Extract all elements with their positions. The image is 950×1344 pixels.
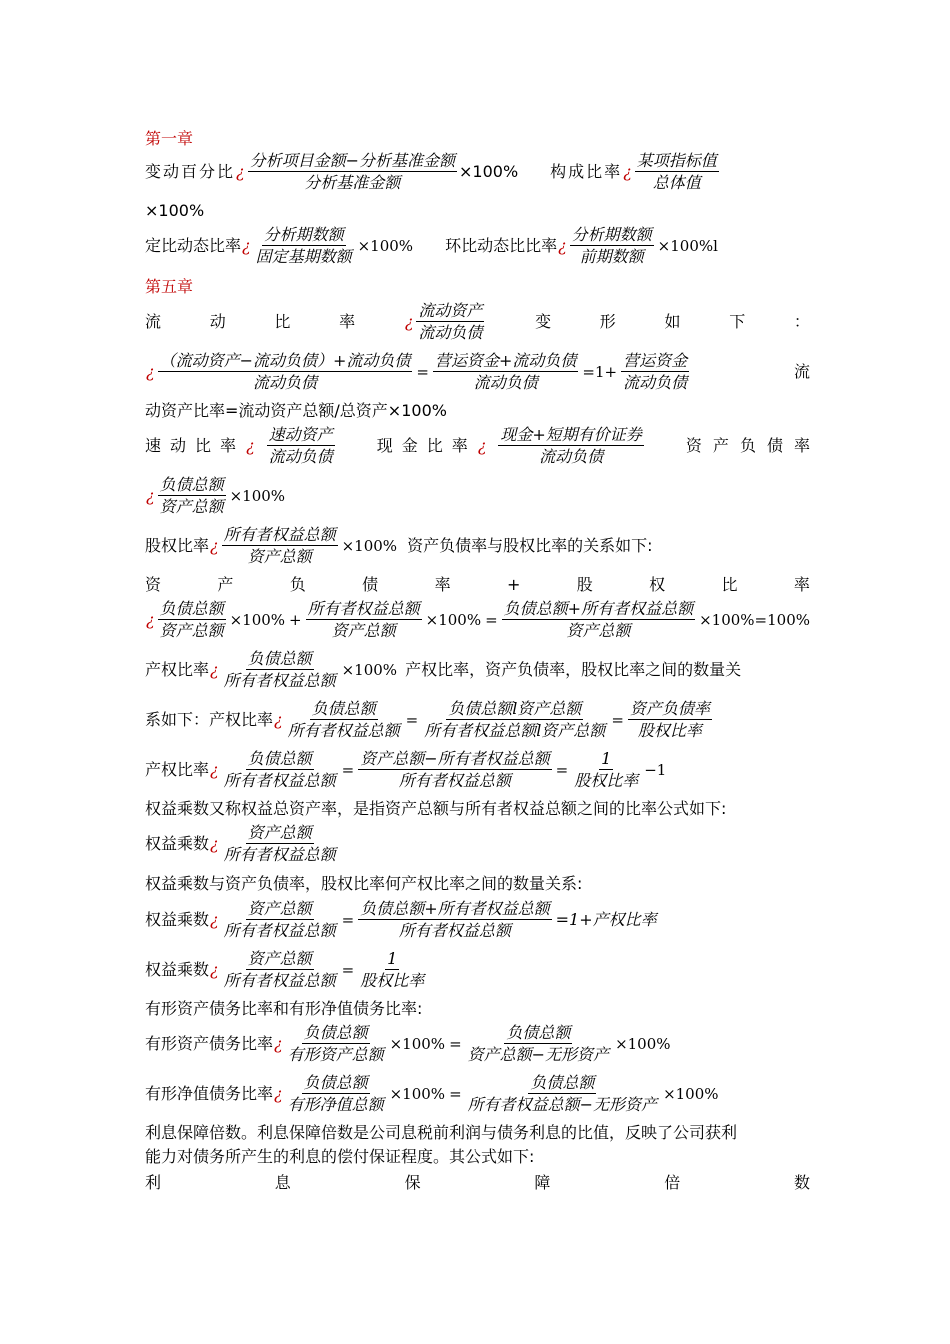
equals-sign: = bbox=[555, 760, 569, 779]
label-equity-multiplier: 权益乘数 bbox=[145, 833, 210, 853]
chapter-5-heading: 第五章 bbox=[145, 277, 194, 296]
numerator: 负债总额 bbox=[530, 1073, 595, 1092]
formula-dynamic-ratios bbox=[145, 224, 720, 267]
numerator: 资产总额 bbox=[247, 899, 312, 918]
formula-quick-cash-debt bbox=[145, 424, 810, 467]
word: 流 bbox=[793, 361, 810, 381]
denominator: 固定基期数额 bbox=[255, 247, 352, 266]
interest-coverage-text-2: 能力对债务所产生的利息的偿付保证程度。其公式如下: bbox=[145, 1147, 535, 1166]
fraction bbox=[286, 1072, 386, 1115]
label-tangible-net-debt-ratio: 有形净值债务比率 bbox=[145, 1083, 274, 1103]
fraction bbox=[222, 524, 338, 567]
multiplier: ×100%l bbox=[657, 236, 718, 255]
denominator: 资产总额 bbox=[159, 497, 224, 516]
fraction bbox=[358, 948, 426, 991]
denominator: 有形资产总额 bbox=[287, 1045, 384, 1064]
label-fixed-base-ratio: 定比动态比率 bbox=[145, 235, 242, 255]
fraction bbox=[422, 698, 607, 741]
fraction bbox=[286, 1022, 386, 1065]
word: 现 bbox=[376, 435, 393, 455]
multiplier: ×100% bbox=[341, 660, 398, 679]
formula-sum bbox=[145, 598, 812, 641]
fraction bbox=[635, 150, 719, 193]
numerator: 速动资产 bbox=[268, 425, 333, 444]
fraction bbox=[254, 224, 354, 267]
equals-sign: = bbox=[416, 362, 429, 381]
denominator: 所有者权益总额 bbox=[223, 971, 336, 990]
fraction bbox=[222, 748, 338, 791]
equity-multiplier-intro: 权益乘数又称权益总资产率，是指资产总额与所有者权益总额之间的比率公式如下: bbox=[145, 799, 727, 818]
word: 债 bbox=[766, 435, 783, 455]
equals-sign: = bbox=[341, 760, 355, 779]
word: 变 bbox=[535, 311, 552, 331]
denominator: 资产总额 bbox=[566, 621, 631, 640]
denominator: 所有者权益总额 bbox=[398, 771, 511, 790]
plus-sign: + bbox=[289, 610, 302, 629]
numerator: 1 bbox=[601, 749, 612, 768]
label-change-percentage: 变动百分比 bbox=[145, 161, 236, 181]
formula-debt-ratio bbox=[145, 474, 287, 517]
word: 金 bbox=[401, 435, 418, 455]
fraction bbox=[248, 150, 457, 193]
fraction bbox=[222, 822, 338, 865]
numerator: 负债总额 bbox=[247, 749, 312, 768]
denominator: 所有者权益总额 bbox=[287, 721, 400, 740]
word: 比 bbox=[195, 435, 212, 455]
numerator: 分析期数额 bbox=[571, 225, 652, 244]
quick-ratio-group bbox=[145, 424, 337, 467]
denominator: 流动负债 bbox=[539, 447, 604, 466]
multiplier: ×100% bbox=[459, 161, 519, 181]
formula-tangible-asset-debt bbox=[145, 1022, 673, 1065]
fraction bbox=[306, 598, 422, 641]
word: 产 bbox=[712, 435, 729, 455]
placeholder-glyph: ¿ bbox=[210, 959, 219, 979]
denominator: 股权比率 bbox=[360, 971, 425, 990]
denominator: 所有者权益总额 bbox=[223, 845, 336, 864]
fraction bbox=[286, 698, 402, 741]
current-ratio-fraction-group bbox=[404, 300, 487, 343]
formula-equity-multiplier-3 bbox=[145, 948, 428, 991]
placeholder-glyph: ¿ bbox=[236, 161, 245, 181]
placeholder-glyph: ¿ bbox=[210, 759, 219, 779]
equals-sign: = bbox=[611, 710, 624, 729]
word: 速 bbox=[145, 435, 162, 455]
numerator: 资产总额−所有者权益总额 bbox=[360, 749, 550, 768]
label-property-ratio: 产权比率 bbox=[145, 759, 210, 779]
label-equity-multiplier: 权益乘数 bbox=[145, 909, 210, 929]
numerator: 1 bbox=[387, 949, 398, 968]
cash-ratio-group bbox=[377, 424, 646, 467]
placeholder-glyph: ¿ bbox=[242, 235, 251, 255]
multiplier: ×100% bbox=[341, 536, 398, 555]
word: 比 bbox=[721, 575, 738, 594]
denominator: 所有者权益总额l资产总额 bbox=[424, 721, 606, 740]
denominator: 股权比率 bbox=[574, 771, 639, 790]
multiplier: ×100% bbox=[229, 610, 286, 629]
multiplier: ×100% bbox=[389, 1084, 446, 1103]
equals-sign: = bbox=[341, 960, 355, 979]
numerator: 负债总额 bbox=[311, 699, 376, 718]
numerator: 所有者权益总额 bbox=[307, 599, 420, 618]
denominator: 流动负债 bbox=[473, 373, 538, 392]
placeholder-glyph: ¿ bbox=[210, 659, 219, 679]
label-tangible-asset-debt-ratio: 有形资产债务比率 bbox=[145, 1033, 274, 1053]
fraction bbox=[358, 898, 551, 941]
formula-tangible-net-debt bbox=[145, 1072, 721, 1115]
interest-coverage-text-1: 利息保障倍数。利息保障倍数是公司息税前利润与债务利息的比值，反映了公司获利 bbox=[145, 1123, 738, 1142]
formula-property-relation bbox=[145, 698, 714, 741]
denominator: 资产总额−无形资产 bbox=[467, 1045, 610, 1064]
denominator: 流动负债 bbox=[623, 373, 688, 392]
word: 利 bbox=[145, 1173, 162, 1192]
denominator: 流动负债 bbox=[268, 447, 333, 466]
placeholder-glyph: ¿ bbox=[146, 609, 155, 629]
fraction bbox=[222, 948, 338, 991]
math-text: ×100%=100% bbox=[699, 610, 810, 629]
fraction bbox=[158, 474, 226, 517]
denominator: 所有者权益总额 bbox=[223, 921, 336, 940]
label-composition-ratio: 构成比率 bbox=[550, 161, 623, 181]
word: 形 bbox=[599, 311, 616, 331]
word: 动 bbox=[209, 311, 226, 331]
label-equity-ratio: 股权比率 bbox=[145, 535, 210, 555]
placeholder-glyph: ¿ bbox=[404, 311, 414, 331]
word: 债 bbox=[362, 575, 379, 594]
word: 比 bbox=[426, 435, 443, 455]
debt-ratio-label-group bbox=[686, 435, 810, 457]
fraction bbox=[433, 350, 578, 393]
formula-equity-multiplier bbox=[145, 822, 340, 865]
label-equity-multiplier: 权益乘数 bbox=[145, 959, 210, 979]
fraction bbox=[222, 648, 338, 691]
numerator: 负债总额 bbox=[247, 649, 312, 668]
word: 流 bbox=[145, 311, 162, 331]
fraction bbox=[222, 898, 338, 941]
word: 负 bbox=[739, 435, 756, 455]
denominator: 有形净值总额 bbox=[287, 1095, 384, 1114]
denominator: 资产总额 bbox=[247, 547, 312, 566]
relation-text: 产权比率，资产负债率，股权比率之间的数量关 bbox=[405, 659, 742, 679]
word: 率 bbox=[220, 435, 237, 455]
numerator: 资产总额 bbox=[247, 949, 312, 968]
multiplier: ×100% bbox=[229, 486, 286, 505]
numerator: 负债总额 bbox=[159, 475, 224, 494]
chapter-1-heading: 第一章 bbox=[145, 129, 194, 148]
fraction bbox=[570, 224, 654, 267]
math-text: =1+产权比率 bbox=[555, 909, 657, 929]
numerator: 负债总额l资产总额 bbox=[448, 699, 582, 718]
word: 率 bbox=[793, 575, 810, 594]
formula-change-percentage bbox=[145, 150, 721, 193]
fraction bbox=[158, 350, 413, 393]
interest-coverage-label-line bbox=[145, 1172, 810, 1194]
numerator: 负债总额 bbox=[303, 1073, 368, 1092]
fraction bbox=[502, 598, 695, 641]
equals-sign: = bbox=[341, 910, 355, 929]
formula-current-ratio bbox=[145, 300, 810, 343]
multiplier: ×100% bbox=[615, 1034, 671, 1053]
placeholder-glyph: ¿ bbox=[477, 435, 487, 455]
word: 率 bbox=[434, 575, 451, 594]
placeholder-glyph: ¿ bbox=[623, 161, 632, 181]
denominator: 股权比率 bbox=[637, 721, 702, 740]
word: 障 bbox=[534, 1173, 551, 1192]
numerator: 某项指标值 bbox=[636, 151, 717, 170]
relation-text: 资产负债率与股权比率的关系如下: bbox=[407, 535, 653, 555]
fraction bbox=[572, 748, 640, 791]
numerator: 负债总额+所有者权益总额 bbox=[360, 899, 550, 918]
placeholder-glyph: ¿ bbox=[146, 485, 155, 505]
multiplier-line: ×100% bbox=[145, 201, 205, 220]
equals-sign: = bbox=[405, 710, 419, 729]
fraction bbox=[628, 698, 712, 741]
fraction bbox=[621, 350, 689, 393]
label-property-ratio: 产权比率 bbox=[145, 659, 210, 679]
numerator: 所有者权益总额 bbox=[223, 525, 336, 544]
word: 倍 bbox=[664, 1173, 681, 1192]
denominator: 总体值 bbox=[652, 173, 701, 192]
multiplier: ×100% bbox=[389, 1034, 446, 1053]
denominator: 流动负债 bbox=[418, 323, 483, 342]
fraction bbox=[466, 1072, 659, 1115]
word: 动 bbox=[170, 435, 187, 455]
placeholder-glyph: ¿ bbox=[246, 435, 255, 455]
numerator: 分析项目金额−分析基准金额 bbox=[249, 151, 456, 170]
word: 股 bbox=[576, 575, 593, 594]
denominator: 前期数额 bbox=[579, 247, 644, 266]
word: 率 bbox=[793, 435, 810, 455]
numerator: 负债总额 bbox=[303, 1023, 368, 1042]
equals-sign: = bbox=[449, 1084, 462, 1103]
denominator: 所有者权益总额 bbox=[223, 671, 336, 690]
word: ： bbox=[793, 311, 810, 331]
placeholder-glyph: ¿ bbox=[210, 909, 219, 929]
denominator: 流动负债 bbox=[252, 373, 317, 392]
multiplier: ×100% bbox=[425, 610, 482, 629]
numerator: 负债总额+所有者权益总额 bbox=[503, 599, 694, 618]
word: 比 bbox=[274, 311, 291, 331]
numerator: 营运资金+流动负债 bbox=[434, 351, 577, 370]
fraction bbox=[158, 598, 226, 641]
numerator: 现金+短期有价证券 bbox=[500, 425, 642, 444]
formula-property-ratio-2 bbox=[145, 748, 668, 791]
word: 息 bbox=[274, 1173, 291, 1192]
word: 负 bbox=[289, 575, 306, 594]
denominator: 所有者权益总额−无形资产 bbox=[467, 1095, 658, 1114]
denominator: 资产总额 bbox=[331, 621, 396, 640]
word: 资 bbox=[685, 435, 702, 455]
denominator: 分析基准金额 bbox=[304, 173, 401, 192]
relation-text: 系如下：产权比率 bbox=[145, 709, 274, 729]
word: 率 bbox=[339, 311, 356, 331]
fraction bbox=[358, 748, 551, 791]
label-chain-ratio: 环比动态比比率 bbox=[445, 235, 558, 255]
current-asset-ratio-text: 动资产比率=流动资产总额/总资产×100% bbox=[145, 401, 447, 420]
sum-label-line bbox=[145, 574, 810, 596]
placeholder-glyph: ¿ bbox=[274, 709, 283, 729]
formula-equity-multiplier-2 bbox=[145, 898, 659, 941]
word: 数 bbox=[793, 1173, 810, 1192]
word: 资 bbox=[145, 575, 162, 594]
equals-sign: = bbox=[449, 1034, 462, 1053]
numerator: 资产总额 bbox=[247, 823, 312, 842]
numerator: 流动资产 bbox=[418, 301, 483, 320]
placeholder-glyph: ¿ bbox=[210, 833, 219, 853]
numerator: 负债总额 bbox=[506, 1023, 571, 1042]
math-text: =1+ bbox=[582, 362, 618, 381]
multiplier: ×100% bbox=[357, 236, 414, 255]
fraction bbox=[466, 1022, 611, 1065]
tangible-ratios-intro: 有形资产债务比率和有形净值债务比率: bbox=[145, 999, 423, 1018]
word: 权 bbox=[649, 575, 666, 594]
word: 率 bbox=[451, 435, 468, 455]
numerator: 营运资金 bbox=[623, 351, 688, 370]
word: + bbox=[506, 575, 521, 594]
placeholder-glyph: ¿ bbox=[274, 1083, 283, 1103]
denominator: 所有者权益总额 bbox=[223, 771, 336, 790]
denominator: 资产总额 bbox=[159, 621, 224, 640]
placeholder-glyph: ¿ bbox=[210, 535, 219, 555]
placeholder-glyph: ¿ bbox=[274, 1033, 283, 1053]
formula-equity-ratio bbox=[145, 524, 652, 567]
transform-group bbox=[145, 350, 691, 393]
numerator: 负债总额 bbox=[159, 599, 224, 618]
placeholder-glyph: ¿ bbox=[146, 361, 155, 381]
numerator: （流动资产−流动负债）+流动负债 bbox=[159, 351, 411, 370]
fraction bbox=[416, 300, 484, 343]
formula-property-ratio bbox=[145, 648, 741, 691]
word: 保 bbox=[404, 1173, 421, 1192]
placeholder-glyph: ¿ bbox=[558, 235, 567, 255]
multiplier: ×100% bbox=[663, 1084, 719, 1103]
numerator: 分析期数额 bbox=[263, 225, 344, 244]
word: 下 bbox=[729, 311, 746, 331]
formula-current-ratio-transform bbox=[145, 350, 810, 393]
numerator: 资产负债率 bbox=[629, 699, 710, 718]
equity-multiplier-relation: 权益乘数与资产负债率，股权比率何产权比率之间的数量关系: bbox=[145, 874, 583, 893]
fraction bbox=[498, 424, 643, 467]
denominator: 所有者权益总额 bbox=[398, 921, 511, 940]
equals-sign: = bbox=[485, 610, 498, 629]
math-text: −1 bbox=[644, 760, 667, 779]
fraction bbox=[267, 424, 335, 467]
word: 如 bbox=[664, 311, 681, 331]
word: 产 bbox=[217, 575, 234, 594]
